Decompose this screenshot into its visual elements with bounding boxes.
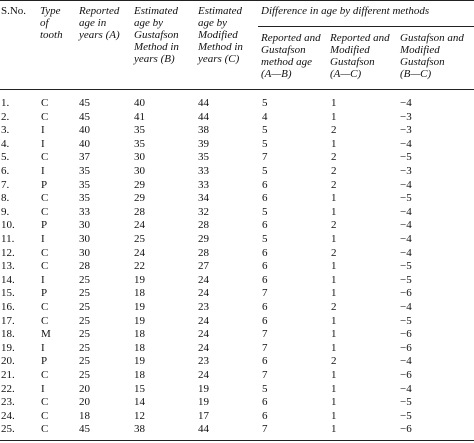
cell-gustafson-age: 35: [134, 124, 145, 137]
cell-diff-b-c: −5: [400, 260, 412, 273]
cell-modified-age: 17: [198, 409, 209, 422]
cell-reported-age: 20: [79, 382, 90, 395]
header-gustafson-age: Estimated age by Gustafson Method in years (B): [134, 5, 179, 65]
cell-modified-age: 19: [198, 382, 209, 395]
header-modified-age: Estimated age by Modified Method in years (C): [198, 5, 243, 65]
cell-diff-a-b: 7: [262, 341, 268, 354]
cell-diff-a-b: 5: [262, 205, 268, 218]
cell-diff-a-b: 7: [262, 369, 268, 381]
cell-diff-b-c: −6: [400, 423, 412, 436]
cell-reported-age: 25: [79, 287, 90, 300]
cell-diff-b-c: −5: [400, 192, 412, 205]
cell-reported-age: 37: [79, 151, 90, 164]
cell-diff-b-c: −4: [400, 178, 412, 191]
cell-row-number: 8.: [1, 192, 10, 205]
cell-tooth-type: C: [41, 423, 49, 436]
cell-tooth-type: I: [41, 233, 45, 245]
cell-diff-a-b: 7: [262, 287, 268, 300]
cell-diff-a-b: 6: [262, 409, 268, 422]
cell-gustafson-age: 18: [134, 369, 145, 381]
cell-reported-age: 25: [79, 301, 90, 313]
cell-diff-a-b: 5: [262, 97, 268, 109]
cell-row-number: 2.: [1, 110, 10, 123]
cell-modified-age: 34: [198, 192, 209, 205]
cell-modified-age: 39: [198, 137, 209, 150]
cell-tooth-type: C: [41, 205, 49, 218]
cell-diff-b-c: −5: [400, 396, 412, 409]
cell-modified-age: 24: [198, 328, 209, 341]
cell-diff-a-c: 1: [331, 260, 337, 273]
cell-diff-a-c: 1: [331, 287, 337, 300]
cell-diff-a-c: 1: [331, 423, 337, 436]
cell-row-number: 10.: [1, 219, 15, 232]
cell-row-number: 19.: [1, 341, 15, 354]
cell-gustafson-age: 12: [134, 409, 145, 422]
cell-diff-a-b: 5: [262, 233, 268, 245]
cell-reported-age: 30: [79, 219, 90, 232]
cell-diff-a-c: 1: [331, 233, 337, 245]
cell-tooth-type: C: [41, 260, 49, 273]
cell-reported-age: 45: [79, 110, 90, 123]
cell-reported-age: 25: [79, 273, 90, 286]
cell-gustafson-age: 28: [134, 205, 145, 218]
cell-diff-b-c: −3: [400, 110, 412, 123]
cell-gustafson-age: 18: [134, 328, 145, 341]
cell-diff-a-b: 7: [262, 328, 268, 341]
cell-gustafson-age: 24: [134, 219, 145, 232]
cell-diff-a-c: 1: [331, 409, 337, 422]
cell-tooth-type: M: [41, 328, 51, 341]
cell-diff-a-b: 5: [262, 382, 268, 395]
cell-modified-age: 38: [198, 124, 209, 137]
cell-row-number: 25.: [1, 423, 15, 436]
cell-row-number: 1.: [1, 97, 10, 109]
cell-modified-age: 23: [198, 355, 209, 368]
cell-row-number: 11.: [1, 233, 15, 245]
cell-diff-a-c: 1: [331, 314, 337, 327]
header-reported-age: Reported age in years (A): [79, 5, 120, 41]
cell-reported-age: 35: [79, 192, 90, 205]
cell-modified-age: 35: [198, 151, 209, 164]
cell-diff-b-c: −4: [400, 205, 412, 218]
cell-diff-a-c: 1: [331, 192, 337, 205]
cell-row-number: 23.: [1, 396, 15, 409]
cell-gustafson-age: 22: [134, 260, 145, 273]
cell-gustafson-age: 19: [134, 273, 145, 286]
cell-row-number: 13.: [1, 260, 15, 273]
cell-modified-age: 44: [198, 423, 209, 436]
cell-tooth-type: C: [41, 97, 49, 109]
cell-gustafson-age: 18: [134, 341, 145, 354]
cell-modified-age: 33: [198, 165, 209, 177]
cell-row-number: 7.: [1, 178, 10, 191]
cell-diff-b-c: −3: [400, 165, 412, 177]
cell-reported-age: 18: [79, 409, 90, 422]
cell-reported-age: 40: [79, 124, 90, 137]
cell-tooth-type: C: [41, 396, 49, 409]
cell-diff-a-b: 6: [262, 178, 268, 191]
cell-diff-a-b: 6: [262, 273, 268, 286]
cell-reported-age: 25: [79, 369, 90, 381]
cell-reported-age: 33: [79, 205, 90, 218]
cell-diff-b-c: −6: [400, 287, 412, 300]
cell-modified-age: 24: [198, 287, 209, 300]
cell-modified-age: 27: [198, 260, 209, 273]
cell-diff-a-b: 5: [262, 137, 268, 150]
cell-modified-age: 29: [198, 233, 209, 245]
cell-tooth-type: P: [41, 178, 48, 191]
cell-diff-a-c: 1: [331, 205, 337, 218]
cell-row-number: 15.: [1, 287, 15, 300]
cell-row-number: 3.: [1, 124, 10, 137]
cell-diff-a-c: 2: [331, 178, 337, 191]
cell-gustafson-age: 19: [134, 314, 145, 327]
cell-tooth-type: C: [41, 151, 49, 164]
cell-gustafson-age: 40: [134, 97, 145, 109]
cell-row-number: 5.: [1, 151, 10, 164]
cell-diff-b-c: −5: [400, 151, 412, 164]
cell-diff-a-b: 6: [262, 396, 268, 409]
cell-reported-age: 30: [79, 246, 90, 259]
cell-gustafson-age: 41: [134, 110, 145, 123]
cell-diff-a-b: 6: [262, 192, 268, 205]
cell-row-number: 17.: [1, 314, 15, 327]
cell-diff-a-b: 6: [262, 314, 268, 327]
cell-tooth-type: C: [41, 192, 49, 205]
cell-modified-age: 24: [198, 314, 209, 327]
cell-tooth-type: P: [41, 355, 48, 368]
cell-tooth-type: C: [41, 369, 49, 381]
cell-diff-a-c: 1: [331, 110, 337, 123]
cell-modified-age: 33: [198, 178, 209, 191]
cell-diff-b-c: −4: [400, 246, 412, 259]
cell-diff-a-c: 1: [331, 97, 337, 109]
cell-gustafson-age: 24: [134, 246, 145, 259]
cell-gustafson-age: 15: [134, 382, 145, 395]
cell-diff-a-b: 7: [262, 423, 268, 436]
cell-tooth-type: I: [41, 382, 45, 395]
cell-gustafson-age: 25: [134, 233, 145, 245]
cell-diff-b-c: −5: [400, 273, 412, 286]
cell-diff-a-c: 1: [331, 328, 337, 341]
cell-diff-b-c: −6: [400, 341, 412, 354]
cell-tooth-type: I: [41, 341, 45, 354]
header-diff-a-c: Reported and Modified Gustafson (A—C): [330, 32, 390, 80]
cell-diff-a-c: 1: [331, 341, 337, 354]
cell-diff-a-c: 1: [331, 382, 337, 395]
cell-gustafson-age: 18: [134, 287, 145, 300]
header-diff-b-c: Gustafson and Modified Gustafson (B—C): [400, 32, 464, 80]
cell-reported-age: 28: [79, 260, 90, 273]
cell-diff-a-b: 6: [262, 260, 268, 273]
cell-diff-a-b: 7: [262, 151, 268, 164]
cell-tooth-type: C: [41, 314, 49, 327]
cell-diff-a-b: 6: [262, 219, 268, 232]
cell-diff-a-c: 1: [331, 369, 337, 381]
header-difference: Difference in age by different methods: [261, 5, 430, 17]
header-diff-a-b: Reported and Gustafson method age (A—B): [261, 32, 321, 80]
cell-reported-age: 25: [79, 314, 90, 327]
cell-gustafson-age: 29: [134, 192, 145, 205]
cell-row-number: 22.: [1, 382, 15, 395]
cell-tooth-type: C: [41, 246, 49, 259]
cell-row-number: 24.: [1, 409, 15, 422]
header-sno: S.No.: [1, 5, 27, 17]
cell-row-number: 12.: [1, 246, 15, 259]
cell-reported-age: 25: [79, 355, 90, 368]
cell-diff-b-c: −4: [400, 301, 412, 313]
cell-row-number: 16.: [1, 301, 15, 313]
cell-reported-age: 35: [79, 165, 90, 177]
cell-row-number: 4.: [1, 137, 10, 150]
cell-gustafson-age: 35: [134, 137, 145, 150]
cell-diff-a-c: 2: [331, 151, 337, 164]
cell-gustafson-age: 19: [134, 355, 145, 368]
cell-tooth-type: P: [41, 219, 48, 232]
cell-diff-b-c: −4: [400, 233, 412, 245]
cell-row-number: 18.: [1, 328, 15, 341]
cell-diff-a-b: 4: [262, 110, 268, 123]
cell-gustafson-age: 14: [134, 396, 145, 409]
cell-reported-age: 35: [79, 178, 90, 191]
cell-gustafson-age: 29: [134, 178, 145, 191]
cell-diff-a-b: 5: [262, 165, 268, 177]
cell-tooth-type: I: [41, 273, 45, 286]
cell-diff-a-b: 6: [262, 246, 268, 259]
cell-diff-a-b: 5: [262, 124, 268, 137]
cell-diff-a-c: 1: [331, 273, 337, 286]
cell-diff-a-c: 2: [331, 219, 337, 232]
cell-diff-b-c: −4: [400, 355, 412, 368]
cell-diff-a-c: 2: [331, 124, 337, 137]
cell-row-number: 6.: [1, 165, 10, 177]
cell-diff-b-c: −6: [400, 369, 412, 381]
cell-modified-age: 23: [198, 301, 209, 313]
cell-reported-age: 20: [79, 396, 90, 409]
cell-diff-a-c: 2: [331, 165, 337, 177]
header-type-of-tooth: Type of tooth: [40, 5, 63, 41]
cell-row-number: 20.: [1, 355, 15, 368]
cell-tooth-type: P: [41, 287, 48, 300]
cell-tooth-type: I: [41, 124, 45, 137]
cell-row-number: 14.: [1, 273, 15, 286]
cell-row-number: 21.: [1, 369, 15, 381]
cell-tooth-type: C: [41, 301, 49, 313]
cell-diff-b-c: −4: [400, 382, 412, 395]
cell-diff-a-c: 2: [331, 355, 337, 368]
cell-modified-age: 24: [198, 369, 209, 381]
cell-modified-age: 24: [198, 341, 209, 354]
cell-diff-b-c: −6: [400, 328, 412, 341]
cell-gustafson-age: 19: [134, 301, 145, 313]
cell-reported-age: 45: [79, 97, 90, 109]
cell-diff-b-c: −4: [400, 219, 412, 232]
cell-modified-age: 44: [198, 97, 209, 109]
cell-diff-b-c: −4: [400, 97, 412, 109]
cell-diff-a-c: 2: [331, 301, 337, 313]
cell-gustafson-age: 30: [134, 165, 145, 177]
cell-tooth-type: I: [41, 137, 45, 150]
cell-diff-a-b: 6: [262, 301, 268, 313]
cell-gustafson-age: 38: [134, 423, 145, 436]
cell-modified-age: 44: [198, 110, 209, 123]
cell-diff-a-b: 6: [262, 355, 268, 368]
cell-tooth-type: I: [41, 165, 45, 177]
cell-row-number: 9.: [1, 205, 10, 218]
cell-tooth-type: C: [41, 110, 49, 123]
cell-reported-age: 25: [79, 341, 90, 354]
cell-reported-age: 40: [79, 137, 90, 150]
cell-diff-b-c: −5: [400, 409, 412, 422]
cell-reported-age: 45: [79, 423, 90, 436]
cell-diff-b-c: −4: [400, 137, 412, 150]
cell-diff-a-c: 1: [331, 396, 337, 409]
cell-modified-age: 24: [198, 273, 209, 286]
cell-modified-age: 28: [198, 219, 209, 232]
cell-tooth-type: C: [41, 409, 49, 422]
cell-diff-b-c: −3: [400, 124, 412, 137]
cell-modified-age: 19: [198, 396, 209, 409]
cell-reported-age: 30: [79, 233, 90, 245]
cell-diff-b-c: −5: [400, 314, 412, 327]
cell-reported-age: 25: [79, 328, 90, 341]
cell-diff-a-c: 1: [331, 137, 337, 150]
cell-modified-age: 32: [198, 205, 209, 218]
cell-modified-age: 28: [198, 246, 209, 259]
cell-gustafson-age: 30: [134, 151, 145, 164]
cell-diff-a-c: 2: [331, 246, 337, 259]
